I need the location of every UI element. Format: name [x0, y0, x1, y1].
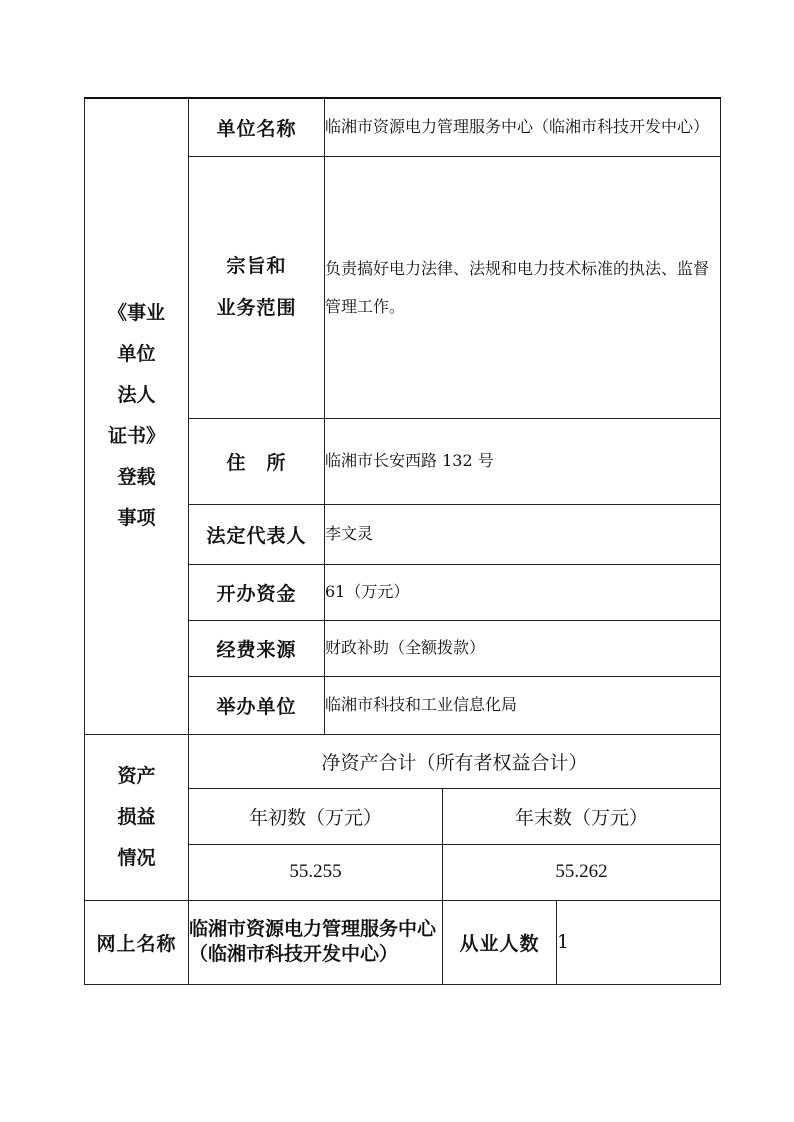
section-label-assets — [85, 734, 189, 900]
funding-value: 财政补助（全额拨款） — [325, 620, 721, 676]
web-name-label: 网上名称 — [85, 900, 189, 984]
purpose-value: 负责搞好电力法律、法规和电力技术标准的执法、监督管理工作。 — [325, 156, 721, 418]
funding-label: 经费来源 — [189, 620, 325, 676]
section-label-line: 证书》 — [107, 425, 165, 448]
sponsor-label: 举办单位 — [189, 676, 325, 734]
end-year-label: 年末数（万元） — [443, 788, 721, 844]
section-label-line: 法人 — [117, 384, 156, 407]
section-label-line: 情况 — [117, 846, 156, 869]
end-year-value: 55.262 — [443, 844, 721, 900]
section-label-registry — [85, 98, 189, 734]
section-label-line: 《事业 — [107, 302, 165, 325]
row-net-assets-title — [85, 734, 721, 788]
address-value: 临湘市长安西路 132 号 — [325, 418, 721, 504]
sponsor-value: 临湘市科技和工业信息化局 — [325, 676, 721, 734]
row-unit-name — [85, 98, 721, 156]
row-web-name — [85, 900, 721, 984]
section-label-line: 事项 — [117, 507, 156, 530]
address-label: 住 所 — [189, 418, 325, 504]
net-assets-title: 净资产合计（所有者权益合计） — [189, 734, 721, 788]
unit-name-value: 临湘市资源电力管理服务中心（临湘市科技开发中心） — [325, 98, 721, 156]
section-label-line: 损益 — [117, 805, 156, 828]
purpose-label — [189, 156, 325, 418]
begin-year-label: 年初数（万元） — [189, 788, 443, 844]
legal-rep-label: 法定代表人 — [189, 504, 325, 564]
section-label-line: 单位 — [117, 343, 156, 366]
registration-table — [84, 97, 721, 985]
unit-name-label: 单位名称 — [189, 98, 325, 156]
capital-value: 61（万元） — [325, 564, 721, 620]
begin-year-value: 55.255 — [189, 844, 443, 900]
purpose-label-line: 宗旨和 — [226, 255, 287, 277]
purpose-label-line: 业务范围 — [216, 297, 297, 319]
staff-value: 1 — [557, 900, 721, 984]
staff-label: 从业人数 — [443, 900, 557, 984]
capital-label: 开办资金 — [189, 564, 325, 620]
section-label-line: 资产 — [117, 764, 156, 787]
section-label-line: 登载 — [117, 466, 156, 489]
web-name-value: 临湘市资源电力管理服务中心（临湘市科技开发中心） — [189, 900, 443, 984]
legal-rep-value: 李文灵 — [325, 504, 721, 564]
